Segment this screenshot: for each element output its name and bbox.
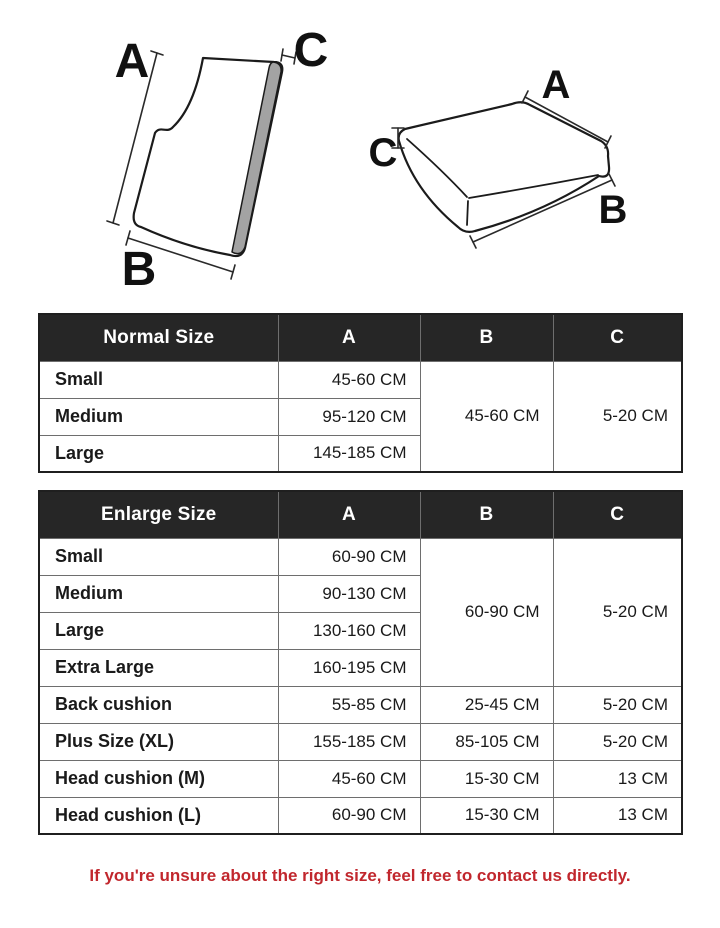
table-row	[39, 686, 682, 723]
cell-b: 60-90 CM	[420, 538, 553, 686]
table-row	[39, 361, 682, 398]
cell-a: 145-185 CM	[278, 435, 420, 472]
dim-label-a: A	[114, 35, 150, 88]
cell-b: 85-105 CM	[420, 723, 553, 760]
cell-c: 13 CM	[553, 797, 682, 834]
column-header-c: C	[553, 491, 682, 538]
cell-c: 5-20 CM	[553, 538, 682, 686]
table-row	[39, 797, 682, 834]
cell-a: 130-160 CM	[278, 612, 420, 649]
dim-label-b: B	[121, 243, 157, 296]
row-label: Small	[39, 538, 278, 575]
cell-a: 55-85 CM	[278, 686, 420, 723]
row-label: Medium	[39, 398, 278, 435]
row-label: Head cushion (L)	[39, 797, 278, 834]
cell-a: 45-60 CM	[278, 361, 420, 398]
row-label: Medium	[39, 575, 278, 612]
row-label: Back cushion	[39, 686, 278, 723]
table-row	[39, 538, 682, 575]
table-row	[39, 760, 682, 797]
back-cushion-diagram	[70, 15, 350, 305]
table-title-cell: Normal Size	[39, 314, 278, 361]
cushion-front-crease	[467, 201, 468, 225]
cell-c: 5-20 CM	[553, 686, 682, 723]
cell-c: 5-20 CM	[553, 723, 682, 760]
cell-b: 45-60 CM	[420, 361, 553, 472]
cell-a: 60-90 CM	[278, 797, 420, 834]
header-row	[39, 491, 682, 538]
cell-a: 160-195 CM	[278, 649, 420, 686]
row-label: Extra Large	[39, 649, 278, 686]
column-header-b: B	[420, 314, 553, 361]
dim-label-c: C	[293, 24, 329, 77]
cell-c: 13 CM	[553, 760, 682, 797]
header-row	[39, 314, 682, 361]
table-row	[39, 723, 682, 760]
row-label: Large	[39, 435, 278, 472]
cell-a: 90-130 CM	[278, 575, 420, 612]
enlarge-size-table	[38, 490, 683, 835]
row-label: Large	[39, 612, 278, 649]
cell-a: 60-90 CM	[278, 538, 420, 575]
dim-label-a: A	[541, 63, 571, 107]
contact-note: If you're unsure about the right size, feel free to contact us directly.	[89, 866, 631, 885]
dim-label-b: B	[598, 188, 628, 232]
cell-a: 45-60 CM	[278, 760, 420, 797]
table-title-cell: Enlarge Size	[39, 491, 278, 538]
cell-c: 5-20 CM	[553, 361, 682, 472]
column-header-a: A	[278, 491, 420, 538]
dim-label-c: C	[368, 131, 398, 175]
row-label: Head cushion (M)	[39, 760, 278, 797]
cell-b: 15-30 CM	[420, 797, 553, 834]
cell-b: 25-45 CM	[420, 686, 553, 723]
cell-a: 95-120 CM	[278, 398, 420, 435]
normal-size-table	[38, 313, 683, 473]
column-header-a: A	[278, 314, 420, 361]
seat-cushion-diagram	[355, 55, 655, 295]
row-label: Plus Size (XL)	[39, 723, 278, 760]
column-header-c: C	[553, 314, 682, 361]
cell-a: 155-185 CM	[278, 723, 420, 760]
cushion-outline	[399, 102, 609, 232]
column-header-b: B	[420, 491, 553, 538]
cell-b: 15-30 CM	[420, 760, 553, 797]
row-label: Small	[39, 361, 278, 398]
